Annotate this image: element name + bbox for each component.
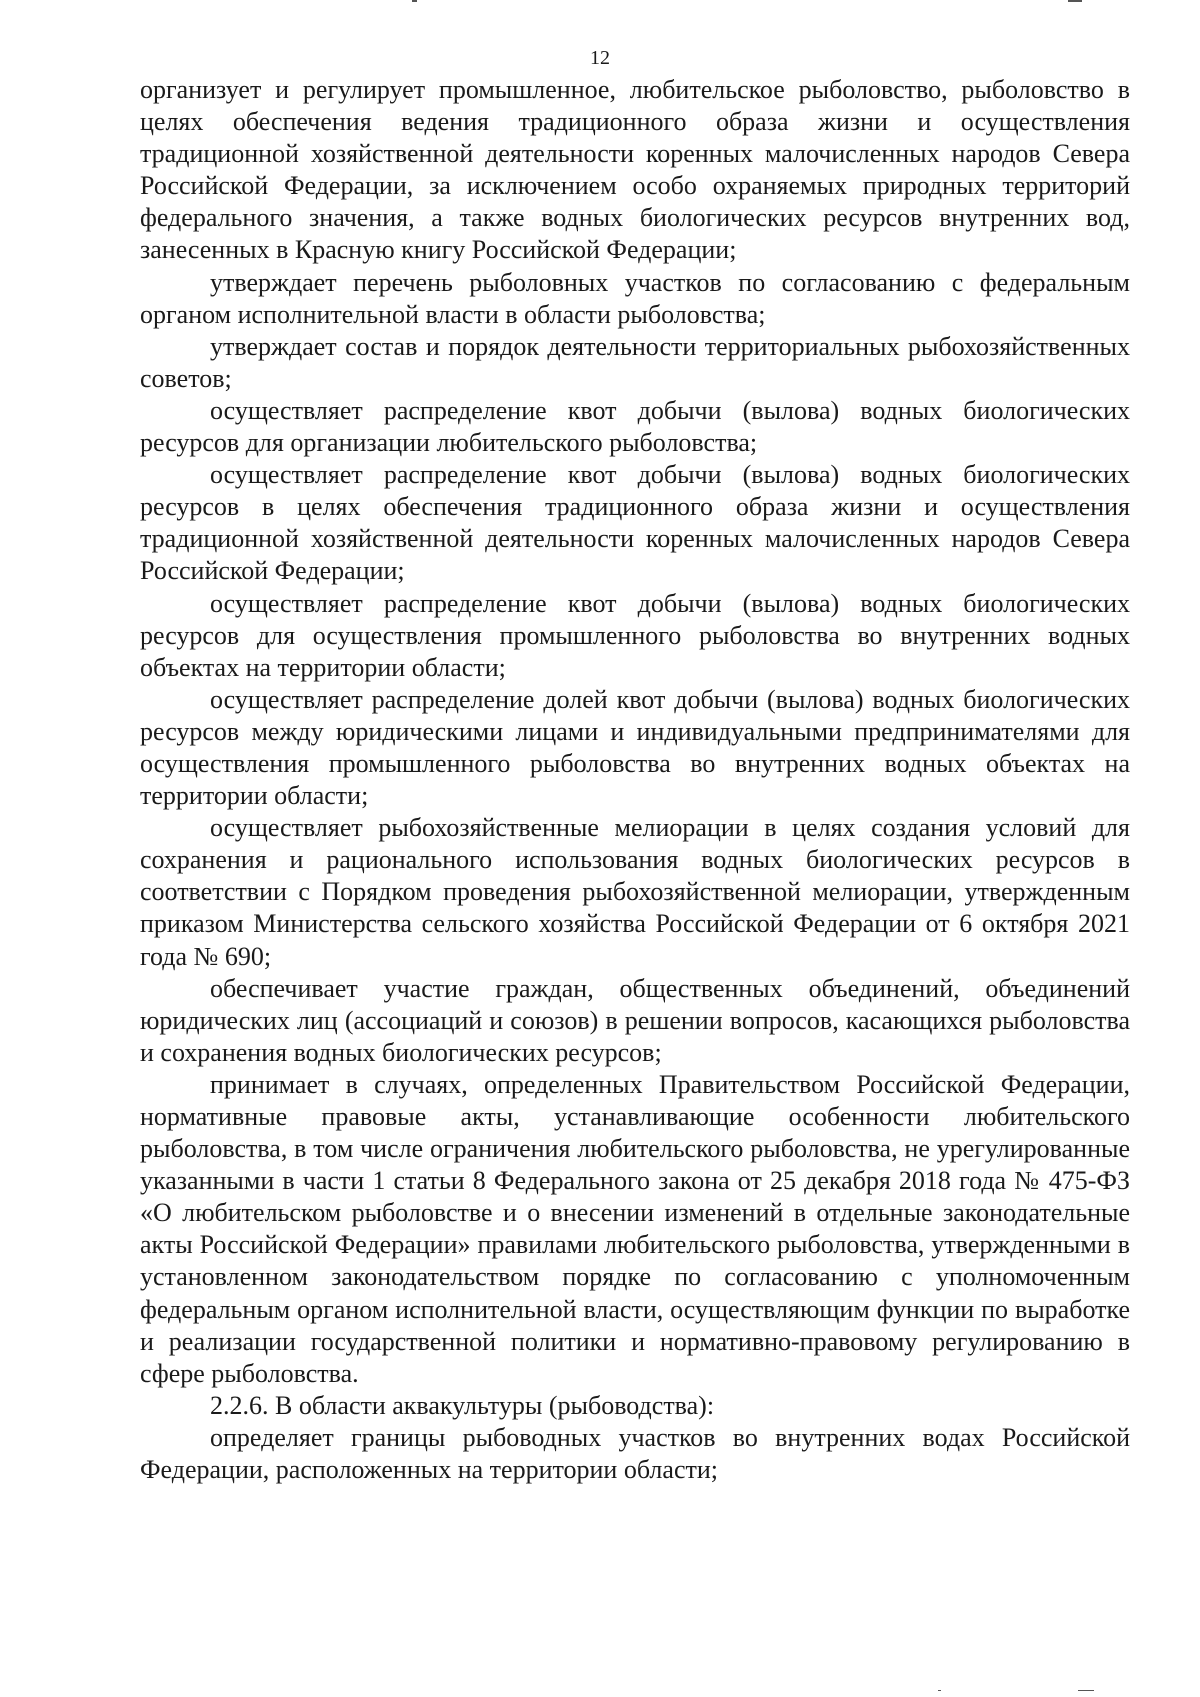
paragraph: обеспечивает участие граждан, общественных объединений, объединений юридических лиц (ассоциаций и союзов) в решении вопросов, касающихся рыболовства и сохранения водных биологических ресурсов; <box>140 973 1130 1067</box>
scan-edge-mark <box>938 1690 941 1691</box>
paragraph: осуществляет распределение долей квот добычи (вылова) водных биологических ресурсов между юридическими лицами и индивидуальными предпринимателями для осуществления промышленного рыболовства во внутренних водных объектах на территории области; <box>140 684 1130 811</box>
section-heading: 2.2.6. В области аквакультуры (рыбоводства): <box>210 1390 715 1420</box>
scan-edge-mark <box>1068 0 1082 2</box>
paragraph: осуществляет распределение квот добычи (вылова) водных биологических ресурсов в целях обеспечения традиционного образа жизни и осуществления традиционной хозяйственной деятельности коренных малочисленных народов Севера Российской Федерации; <box>140 460 1130 586</box>
paragraph: осуществляет рыбохозяйственные мелиорации в целях создания условий для сохранения и рационального использования водных биологических ресурсов в соответствии с Порядком проведения рыбохозяйственной мелиорации, утвержденным приказом Министерства сельского хозяйства Российской Федерации от 6 октября 2021 года № 690; <box>140 813 1130 971</box>
paragraph: осуществляет распределение квот добычи (вылова) водных биологических ресурсов для осуществления промышленного рыболовства во внутренних водных объектах на территории области; <box>140 588 1130 682</box>
paragraph: определяет границы рыбоводных участков во внутренних водах Российской Федерации, расположенных на территории области; <box>140 1422 1130 1485</box>
paragraph: утверждает состав и порядок деятельности территориальных рыбохозяйственных советов; <box>140 331 1130 393</box>
paragraph: утверждает перечень рыболовных участков по согласованию с федеральным органом исполнительной власти в области рыболовства; <box>140 267 1130 329</box>
paragraph: осуществляет распределение квот добычи (вылова) водных биологических ресурсов для организации любительского рыболовства; <box>140 395 1130 458</box>
scan-edge-mark <box>1078 1690 1094 1691</box>
scan-edge-mark <box>412 0 417 2</box>
document-body <box>140 74 1130 1486</box>
page-number: 12 <box>590 47 610 69</box>
paragraph: организует и регулирует промышленное, любительское рыболовство, рыболовство в целях обеспечения ведения традиционного образа жизни и осуществления традиционной хозяйственной деятельности коренных малочисленных народов Севера Российской Федерации, за исключением особо охраняемых природных территорий федерального значения, а также водных биологических ресурсов внутренних вод, занесенных в Красную книгу Российской Федерации; <box>140 75 1130 265</box>
paragraph: принимает в случаях, определенных Правительством Российской Федерации, нормативные правовые акты, устанавливающие особенности любительского рыболовства, в том числе ограничения любительского рыболовства, не урегулированные указанными в части 1 статьи 8 Федерального закона от 25 декабря 2018 года № 475-ФЗ «О любительском рыболовстве и о внесении изменений в отдельные законодательные акты Российской Федерации» правилами любительского рыболовства, утвержденными в установленном законодательством порядке по согласованию с уполномоченным федеральным органом исполнительной власти, осуществляющим функции по выработке и реализации государственной политики и нормативно-правовому регулированию в сфере рыболовства. <box>140 1069 1130 1388</box>
